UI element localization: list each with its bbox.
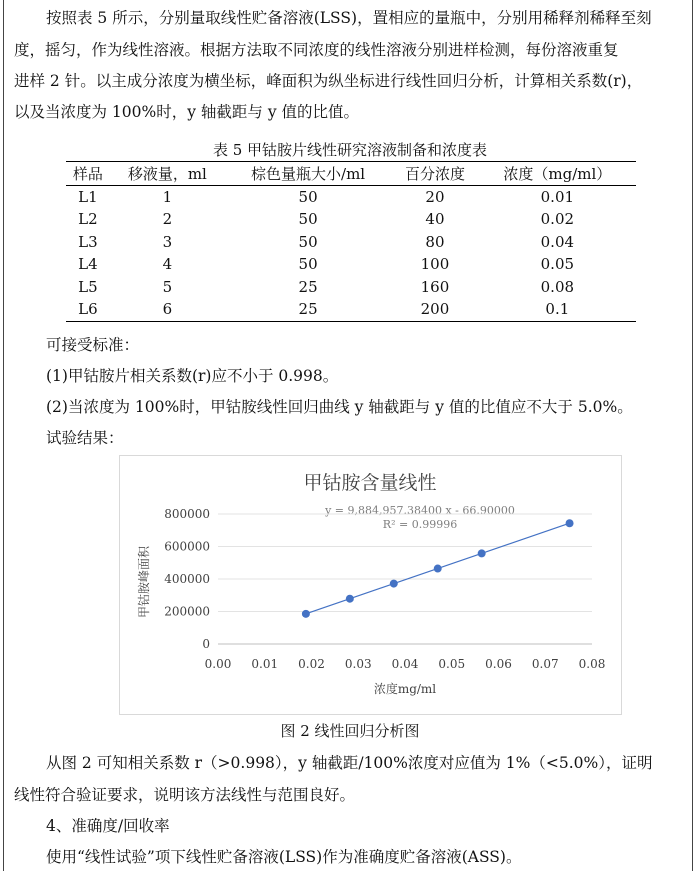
y-tick-label: 400000 xyxy=(164,572,210,586)
x-tick-label: 0.05 xyxy=(438,657,466,671)
section-heading: 4、准确度/回收率 xyxy=(46,817,170,835)
table-cell: 1 xyxy=(162,187,173,206)
table-cell: 20 xyxy=(425,187,445,206)
table-cell: L3 xyxy=(78,232,98,251)
x-tick-label: 0.03 xyxy=(344,657,372,671)
r-squared-label: R² = 0.99996 xyxy=(382,518,458,531)
table-header-cell: 百分浓度 xyxy=(404,164,465,183)
data-point xyxy=(434,565,442,573)
table-cell: 200 xyxy=(420,300,450,319)
table-row xyxy=(66,231,636,254)
table-cell: 50 xyxy=(298,232,318,251)
table-cell: 50 xyxy=(298,187,318,206)
table-cell: L2 xyxy=(78,210,98,229)
x-tick-label: 0.02 xyxy=(298,657,325,671)
table-cell: 100 xyxy=(420,255,450,274)
table-row xyxy=(66,253,636,276)
table-cell: 0.05 xyxy=(540,255,575,274)
data-point xyxy=(478,549,486,557)
table-header-cell: 棕色量瓶大小/ml xyxy=(251,164,366,183)
x-tick-label: 0.06 xyxy=(485,657,512,671)
table-cell: 5 xyxy=(162,277,173,296)
table-header-cell: 浓度（mg/ml） xyxy=(503,164,612,183)
table-cell: 40 xyxy=(425,210,445,229)
table-cell: 50 xyxy=(298,255,318,274)
chart-title: 甲钴胺含量线性 xyxy=(303,472,437,494)
data-point xyxy=(346,595,354,603)
intro-line-3: 进样 2 针。以主成分浓度为横坐标，峰面积为纵坐标进行线性回归分析，计算相关系数(r)， xyxy=(14,72,643,90)
x-axis-label: 浓度mg/ml xyxy=(373,682,437,696)
table-cell: 4 xyxy=(162,255,173,274)
table-row xyxy=(66,208,636,231)
intro-line-4: 以及当浓度为 100%时，y 轴截距与 y 值的比值。 xyxy=(14,103,360,121)
criteria-item-2: (2)当浓度为 100%时，甲钴胺线性回归曲线 y 轴截距与 y 值的比值应不大于 5.0%。 xyxy=(46,398,633,416)
data-points xyxy=(302,519,574,618)
table-cell: 0.02 xyxy=(540,210,575,229)
data-point xyxy=(390,580,398,588)
table-cell: L6 xyxy=(78,300,98,319)
y-axis-ticks xyxy=(164,507,210,651)
section-text: 使用“线性试验”项下线性贮备溶液(LSS)作为准确度贮备溶液(ASS)。 xyxy=(46,848,522,866)
table-cell: 0.01 xyxy=(540,187,575,206)
table-header-cell: 样品 xyxy=(72,164,103,183)
table-cell: L1 xyxy=(78,187,98,206)
results-heading: 试验结果： xyxy=(46,429,124,447)
data-point xyxy=(566,519,574,527)
y-tick-label: 600000 xyxy=(164,539,210,554)
table-row xyxy=(66,276,636,299)
table-cell: L5 xyxy=(78,277,98,296)
table-cell: 2 xyxy=(162,210,173,229)
data-point xyxy=(302,610,310,618)
x-tick-label: 0.04 xyxy=(391,657,419,671)
y-tick-label: 0 xyxy=(202,637,210,651)
x-tick-label: 0.00 xyxy=(204,657,232,671)
table-caption: 表 5 甲钴胺片线性研究溶液制备和浓度表 xyxy=(212,141,488,159)
table-row xyxy=(66,185,636,208)
intro-line-1: 按照表 5 所示，分别量取线性贮备溶液(LSS)，置相应的量瓶中，分别用稀释剂稀释至刻 xyxy=(46,9,652,27)
figure-caption: 图 2 线性回归分析图 xyxy=(280,722,420,740)
x-tick-label: 0.08 xyxy=(578,657,606,671)
criteria-heading: 可接受标准： xyxy=(46,336,140,354)
chart-svg xyxy=(120,456,621,714)
y-axis-label: 甲钴胺峰面积 xyxy=(137,545,151,619)
table-cell: 3 xyxy=(162,232,173,251)
table-cell: 50 xyxy=(298,210,318,229)
x-axis-ticks xyxy=(205,657,606,671)
linearity-table xyxy=(66,161,636,322)
conclusion-line-2: 线性符合验证要求，说明该方法线性与范围良好。 xyxy=(14,786,356,804)
x-tick-label: 0.07 xyxy=(531,657,559,671)
table-cell: 25 xyxy=(298,300,318,319)
table-cell: 160 xyxy=(420,277,450,296)
linearity-chart xyxy=(119,455,622,715)
trendline-equation: y = 9,884,957.38400 x - 66.90000 xyxy=(325,504,515,517)
table-cell: 80 xyxy=(425,232,445,251)
y-tick-label: 200000 xyxy=(164,604,210,619)
table-cell: 6 xyxy=(162,300,173,319)
table-cell: 25 xyxy=(298,277,318,296)
x-tick-label: 0.01 xyxy=(251,657,279,671)
conclusion-line-1: 从图 2 可知相关系数 r（>0.998），y 轴截距/100%浓度对应值为 1%（<5.0%），证明 xyxy=(46,754,653,772)
table-cell: 0.08 xyxy=(540,277,575,296)
table-header-row xyxy=(66,162,636,186)
table-row xyxy=(66,298,636,321)
intro-line-2: 度，摇匀，作为线性溶液。根据方法取不同浓度的线性溶液分别进样检测，每份溶液重复 xyxy=(14,41,619,59)
table-header-cell: 移液量，ml xyxy=(127,164,207,183)
y-tick-label: 800000 xyxy=(164,507,210,521)
table-cell: L4 xyxy=(78,255,98,274)
criteria-item-1: (1)甲钴胺片相关系数(r)应不小于 0.998。 xyxy=(46,367,339,385)
table-cell: 0.1 xyxy=(545,300,570,319)
grid-lines xyxy=(218,514,592,644)
table-cell: 0.04 xyxy=(540,232,575,251)
